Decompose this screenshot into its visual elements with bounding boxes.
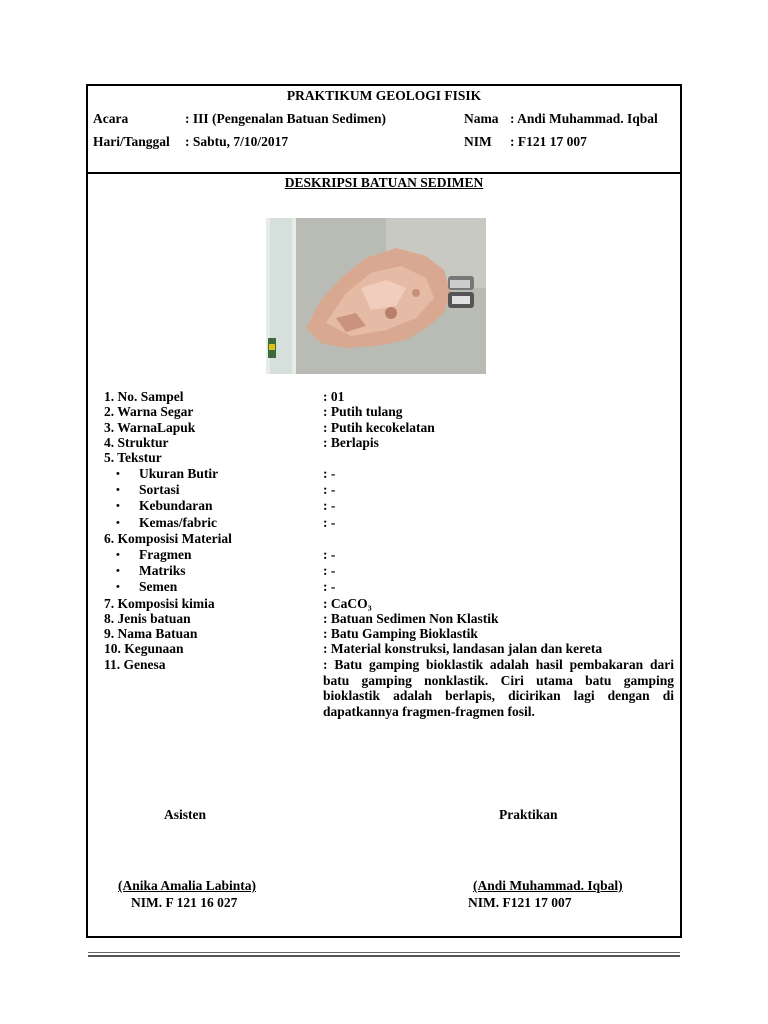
item-kebundaran-value: : -: [323, 498, 336, 513]
acara-label: Acara: [93, 111, 129, 126]
bullet-icon: •: [116, 549, 120, 561]
item-fragmen-value: : -: [323, 547, 336, 562]
item-kemas-value: : -: [323, 515, 336, 530]
item-komposisi-material-label: 6. Komposisi Material: [104, 531, 232, 546]
item-semen-label: Semen: [139, 579, 178, 594]
item-kebundaran-label: Kebundaran: [139, 498, 213, 513]
item-kegunaan-label: 10. Kegunaan: [104, 641, 184, 656]
footer-rule: [88, 955, 680, 957]
item-jenis-batuan-value: : Batuan Sedimen Non Klastik: [323, 611, 499, 626]
item-semen-value: : -: [323, 579, 336, 594]
header-separator: [88, 172, 680, 174]
bullet-icon: •: [116, 517, 120, 529]
praktikan-label: Praktikan: [499, 807, 558, 822]
bullet-icon: •: [116, 581, 120, 593]
item-matriks-value: : -: [323, 563, 336, 578]
asisten-label: Asisten: [164, 807, 207, 822]
praktikan-name: (Andi Muhammad. Iqbal): [473, 878, 623, 893]
item-jenis-batuan-label: 8. Jenis batuan: [104, 611, 191, 626]
item-sortasi-value: : -: [323, 482, 336, 497]
item-struktur-label: 4. Struktur: [104, 435, 169, 450]
rock-sample-photo: [266, 218, 486, 374]
nim-value: : F121 17 007: [510, 134, 587, 149]
bullet-icon: •: [116, 484, 120, 496]
item-genesa-value: : Batu gamping bioklastik adalah hasil pembakaran dari batu gamping nonklastik. Ciri utama batu gamping bioklastik adalah berlapis, dicirikan lagi dengan di dapatkannya fragmen-fragmen fosil.: [323, 657, 674, 719]
item-nama-batuan-label: 9. Nama Batuan: [104, 626, 198, 641]
item-struktur-value: : Berlapis: [323, 435, 379, 450]
item-nama-batuan-value: : Batu Gamping Bioklastik: [323, 626, 478, 641]
nama-label: Nama: [464, 111, 499, 126]
section-title: DESKRIPSI BATUAN SEDIMEN: [284, 175, 484, 190]
item-matriks-label: Matriks: [139, 563, 186, 578]
item-fragmen-label: Fragmen: [139, 547, 192, 562]
bullet-icon: •: [116, 468, 120, 480]
acara-value: : III (Pengenalan Batuan Sedimen): [185, 111, 387, 126]
item-komposisi-kimia-value: : CaCO₃: [323, 596, 372, 611]
item-ukuran-butir-label: Ukuran Butir: [139, 466, 219, 481]
asisten-name: (Anika Amalia Labinta): [118, 878, 257, 893]
item-warna-lapuk-label: 3. WarnaLapuk: [104, 420, 196, 435]
nim-label: NIM: [464, 134, 492, 149]
item-warna-segar-label: 2. Warna Segar: [104, 404, 194, 419]
item-kegunaan-value: : Material konstruksi, landasan jalan dan kereta: [323, 641, 603, 656]
item-tekstur-label: 5. Tekstur: [104, 450, 162, 465]
nama-value: : Andi Muhammad. Iqbal: [510, 111, 658, 126]
item-komposisi-kimia-label: 7. Komposisi kimia: [104, 596, 215, 611]
document-title: PRAKTIKUM GEOLOGI FISIK: [286, 88, 482, 103]
item-kemas-label: Kemas/fabric: [139, 515, 217, 530]
bullet-icon: •: [116, 565, 120, 577]
hari-tanggal-label: Hari/Tanggal: [93, 134, 170, 149]
asisten-nim: NIM. F 121 16 027: [131, 895, 238, 910]
item-no-sampel-label: 1. No. Sampel: [104, 389, 184, 404]
praktikan-nim: NIM. F121 17 007: [468, 895, 572, 910]
footer-rule: [88, 952, 680, 953]
bullet-icon: •: [116, 500, 120, 512]
item-sortasi-label: Sortasi: [139, 482, 180, 497]
item-warna-segar-value: : Putih tulang: [323, 404, 403, 419]
item-no-sampel-value: : 01: [323, 389, 345, 404]
item-ukuran-butir-value: : -: [323, 466, 336, 481]
item-genesa-label: 11. Genesa: [104, 657, 166, 672]
item-warna-lapuk-value: : Putih kecokelatan: [323, 420, 435, 435]
hari-tanggal-value: : Sabtu, 7/10/2017: [185, 134, 289, 149]
